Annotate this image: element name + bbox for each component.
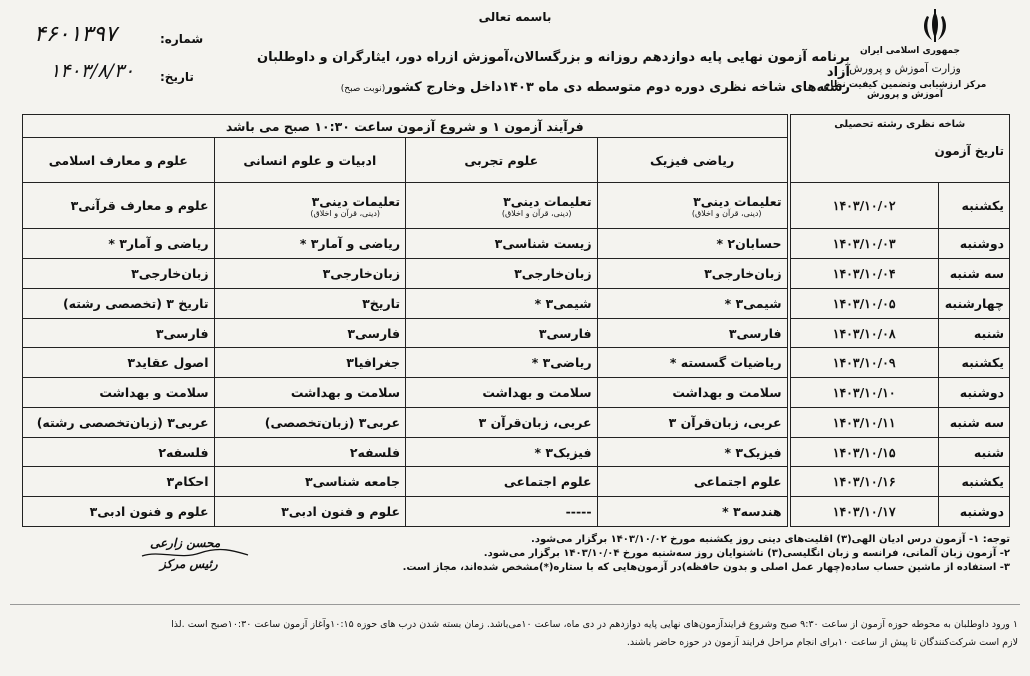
date-cell: ۱۴۰۳/۱۰/۱۵ [789,437,939,467]
subject-cell [406,348,598,378]
subject-name: حسابان۲ * [716,236,782,252]
table-corner-header [789,115,1010,183]
table-row [23,437,1010,467]
date-cell: ۱۴۰۳/۱۰/۱۶ [789,467,939,497]
date-cell: ۱۴۰۳/۱۰/۱۱ [789,407,939,437]
subject-cell [214,467,406,497]
title-line2-text: رشته‌های شاخه نظری دوره دوم متوسطه دی ماه ۱۴۰۳داخل وخارج کشور [385,80,850,95]
table-row [23,259,1010,289]
org-country: جمهوری اسلامی ایران [859,46,961,56]
table-row [23,229,1010,259]
subject-subtitle: (دینی، قرآن و اخلاق) [310,208,381,218]
field-header: ادبیات و علوم انسانی [214,138,406,183]
document-title-line2 [250,80,850,95]
day-cell: یکشنبه [938,183,1009,229]
day-cell: شنبه [938,318,1009,348]
org-center: مرکز ارزشیابی وتضمین کیفیت نظام آموزش و پرورش [823,80,987,100]
day-cell: شنبه [938,437,1009,467]
subject-cell [214,183,406,229]
date-cell: ۱۴۰۳/۱۰/۰۹ [789,348,939,378]
subject-cell [214,259,406,289]
subject-cell [406,318,598,348]
subject-name: ریاضیات گسسته * [669,355,782,371]
signature-name: محسن زارعی [150,536,221,550]
subject-cell [23,318,215,348]
bismillah-heading: باسمه تعالی [478,10,552,24]
subject-name: سلامت و بهداشت [672,385,782,401]
date-cell: ۱۴۰۳/۱۰/۰۴ [789,259,939,289]
subject-name: فارسی۳ [538,325,592,341]
subject-name: زبان‌خارجی۳ [131,266,209,282]
subject-name: جامعه شناسی۳ [304,474,401,490]
subject-cell [214,318,406,348]
day-cell: سه شنبه [938,259,1009,289]
corner-top-label: شاخه نظری رشته تحصیلی [834,119,966,130]
footnote-divider [10,604,1020,605]
subject-name: سلامت و بهداشت [99,385,209,401]
subject-subtitle: (دینی، قرآن و اخلاق) [691,208,762,218]
document-title-line1: برنامه آزمون نهایی پایه دوازدهم روزانه و بزرگسالان،آموزش ازراه دور، ایثارگران و داوطلبان آزاد [256,50,850,80]
subject-name: اصول عقاید۳ [127,355,209,371]
notes-block [390,533,1010,575]
exam-rows [23,183,1010,527]
field-header: ریاضی فیزیک [597,138,789,183]
subject-name: شیمی۳ * [724,295,782,311]
footnote-line-1: ۱ ورود داوطلبان به محوطه حوزه آزمون از ساعت ۹:۳۰ صبح وشروع فرایندآزمون‌های نهایی پایه دوازدهم در دی ماه، ساعت ۱۰می‌باشد. زمان بسته شدن درب های حوزه ۱۰:۱۵وآغاز آزمون ساعت ۱۰:۳۰صبح است .لذا [171,619,1018,630]
subject-name: فلسفه۲ [349,444,401,460]
subject-name: تعلیمات دینی۳ [503,193,592,209]
subject-cell [23,348,215,378]
day-cell: دوشنبه [938,378,1009,408]
subject-name: ریاضی و آمار۳ * [299,236,401,252]
table-row [23,497,1010,527]
org-ministry: وزارت آموزش و پرورش [849,62,961,75]
subject-name: علوم و فنون ادبی۳ [281,504,401,520]
subject-name: هندسه۳ * [722,504,782,520]
date-cell: ۱۴۰۳/۱۰/۱۰ [789,378,939,408]
subject-cell [406,467,598,497]
exam-time-banner: فرآیند آزمون ۱ و شروع آزمون ساعت ۱۰:۳۰ صبح می باشد [23,115,789,138]
date-value: ۱۴۰۳/۸/۳۰ [50,60,135,82]
subject-name: عربی۳ (زبان‌تخصصی رشته) [36,414,209,430]
subject-name: تاریخ ۳ (تخصصی رشته) [62,295,209,311]
footnote [18,616,1018,652]
subject-cell [214,407,406,437]
subject-cell [597,467,789,497]
subject-cell [597,259,789,289]
subject-name: زبان‌خارجی۳ [514,266,592,282]
date-cell: ۱۴۰۳/۱۰/۰۸ [789,318,939,348]
subject-cell [23,229,215,259]
table-row [23,318,1010,348]
subject-cell [23,259,215,289]
subject-cell [23,497,215,527]
subject-cell [597,437,789,467]
iran-emblem-icon [918,8,952,44]
note-1: توجه: ۱- آزمون درس ادیان الهی(۳) اقلیت‌های دینی روز یکشنبه مورخ ۱۴۰۳/۱۰/۰۲ برگزار می‌شود. [531,534,1010,545]
subject-name: ----- [565,504,592,520]
signature-title: رئیس مرکز [160,557,218,571]
date-cell: ۱۴۰۳/۱۰/۱۷ [789,497,939,527]
subject-cell [214,497,406,527]
subject-cell [406,259,598,289]
subject-name: تعلیمات دینی۳ [693,193,782,209]
subject-cell [406,407,598,437]
subject-name: سلامت و بهداشت [290,385,401,401]
date-cell: ۱۴۰۳/۱۰/۰۲ [789,183,939,229]
subject-cell [597,229,789,259]
subject-cell [23,467,215,497]
table-row [23,183,1010,229]
footnote-line-2: لازم است شرکت‌کنندگان تا پیش از ساعت ۱۰برای انجام مراحل فرایند آزمون در حوزه حاضر باشند. [626,637,1018,648]
shift-note: (نوبت صبح) [340,84,386,94]
subject-name: فارسی۳ [155,325,209,341]
subject-name: عربی، زبان‌قرآن ۳ [478,414,592,430]
subject-name: شیمی۳ * [534,295,592,311]
subject-cell [23,407,215,437]
number-label: شماره: [160,32,204,46]
corner-bottom-label: تاریخ آزمون [934,144,1004,158]
table-row [23,288,1010,318]
subject-cell [597,378,789,408]
subject-name: فیزیک۳ * [724,444,782,460]
subject-name: عربی، زبان‌قرآن ۳ [668,414,782,430]
subject-name: علوم اجتماعی [503,474,592,490]
subject-name: عربی۳ (زبان‌تخصصی) [264,414,401,430]
table-row [23,467,1010,497]
day-cell: دوشنبه [938,497,1009,527]
subject-cell [597,407,789,437]
subject-cell [597,497,789,527]
subject-cell [23,288,215,318]
subject-cell [23,183,215,229]
subject-cell [23,378,215,408]
subject-name: علوم و معارف قرآنی۳ [70,198,209,214]
subject-cell [597,348,789,378]
date-label: تاریخ: [160,70,194,84]
subject-cell [406,288,598,318]
subject-name: فلسفه۲ [158,444,209,460]
subject-cell [406,437,598,467]
subject-name: سلامت و بهداشت [482,385,592,401]
day-cell: دوشنبه [938,229,1009,259]
subject-cell [406,229,598,259]
subject-cell [214,348,406,378]
subject-cell [406,378,598,408]
date-cell: ۱۴۰۳/۱۰/۰۳ [789,229,939,259]
subject-cell [214,229,406,259]
subject-name: زبان‌خارجی۳ [322,266,401,282]
subject-cell [214,378,406,408]
subject-name: ریاضی و آمار۳ * [108,236,209,252]
subject-name: علوم و فنون ادبی۳ [89,504,209,520]
day-cell: یکشنبه [938,467,1009,497]
subject-name: تعلیمات دینی۳ [311,193,401,209]
subject-name: فارسی۳ [728,325,782,341]
subject-cell [214,437,406,467]
note-3: ۳- استفاده از ماشین حساب ساده(چهار عمل اصلی و بدون حافظه)در آزمون‌هایی که با ستاره(*)مشخص شده‌اند، مجاز است. [402,562,1010,573]
subject-name: فیزیک۳ * [534,444,592,460]
number-value: ۴۶۰۱۳۹۷ [34,22,117,47]
table-row [23,348,1010,378]
subject-subtitle: (دینی، قرآن و اخلاق) [501,208,572,218]
day-cell: چهارشنبه [938,288,1009,318]
date-cell: ۱۴۰۳/۱۰/۰۵ [789,288,939,318]
subject-name: تاریخ۳ [362,295,401,311]
subject-cell [23,437,215,467]
note-2: ۲- آزمون زبان آلمانی، فرانسه و زبان انگلیسی(۳) ناشنوایان روز سه‌شنبه مورخ ۱۴۰۳/۱۰/۰۴ برگزار می‌شود. [483,548,1010,559]
table-row [23,407,1010,437]
subject-cell [214,288,406,318]
subject-cell [597,318,789,348]
field-header: علوم و معارف اسلامی [23,138,215,183]
subject-name: ریاضی۳ * [531,355,592,371]
day-cell: سه شنبه [938,407,1009,437]
subject-name: علوم اجتماعی [693,474,782,490]
subject-name: جغرافیا۳ [346,355,401,371]
exam-schedule-table [22,114,1010,527]
subject-name: احکام۳ [166,474,209,490]
subject-cell [597,288,789,318]
day-cell: یکشنبه [938,348,1009,378]
subject-cell [406,183,598,229]
subject-cell [597,183,789,229]
field-header: علوم تجربی [406,138,598,183]
subject-name: زیست شناسی۳ [494,236,592,252]
subject-name: فارسی۳ [347,325,401,341]
subject-cell [406,497,598,527]
subject-name: زبان‌خارجی۳ [704,266,782,282]
table-row [23,378,1010,408]
